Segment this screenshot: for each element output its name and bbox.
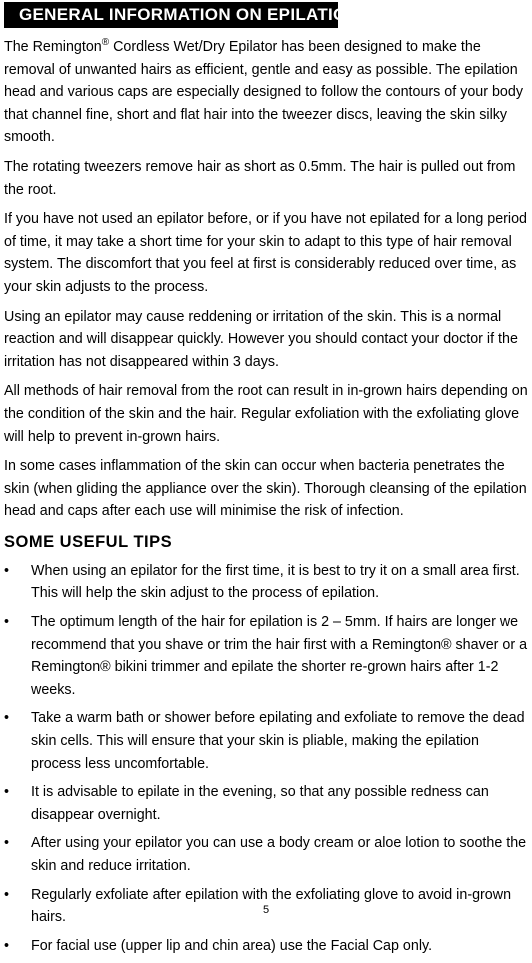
bullet: •: [4, 614, 10, 631]
intro-text-rest: Cordless Wet/Dry Epilator has been designed to make the removal of unwanted hairs as efficient, gentle and easy as possible. The epilation head and various caps are especially designed to follow the contours of your body that channel fine, short and flat hair into the tweezer discs, leaving the skin silky smooth.: [4, 39, 523, 146]
tip-text: The optimum length of the hair for epilation is 2 – 5mm. If hairs are longer we recommend that you shave or trim the hair first with a Remington® shaver or a Remington® bikini trimmer and epilate the shorter re-grown hairs after 1-2 weeks.: [31, 614, 528, 698]
bullet: •: [4, 710, 10, 727]
section-title: GENERAL INFORMATION ON EPILATION: [19, 5, 360, 24]
tip-text: Take a warm bath or shower before epilating and exfoliate to remove the dead skin cells. This will ensure that your skin is pliable, making the epilation process less uncomfortable.: [31, 710, 525, 772]
tip-item: [4, 560, 530, 605]
bullet: •: [4, 937, 10, 954]
tip-text: Regularly exfoliate after epilation with the exfoliating glove to avoid in-grown hairs.: [31, 886, 512, 926]
intro-paragraph-2: The rotating tweezers remove hair as short as 0.5mm. The hair is pulled out from the root.: [4, 158, 516, 198]
intro-paragraph-3: If you have not used an epilator before, or if you have not epilated for a long period of time, it may take a short time for your skin to adapt to this type of hair removal system. The discomfort that you feel at first is considerably reduced over time, as your skin adjusts to the process.: [4, 211, 527, 295]
tips-list: [4, 560, 530, 958]
tip-item: [4, 935, 530, 958]
intro-paragraph-5: All methods of hair removal from the root can result in in-grown hairs depending on the condition of the skin and the hair. Regular exfoliation with the exfoliating glove will help to prevent in-grown hairs.: [4, 383, 528, 445]
tip-text: When using an epilator for the first time, it is best to try it on a small area first. This will help the skin adjust to the process of epilation.: [31, 562, 520, 602]
tip-item: [4, 781, 530, 826]
bullet: •: [4, 562, 10, 579]
intro-paragraph-1: [4, 36, 530, 149]
page-content: [4, 36, 530, 963]
intro-paragraph-4: Using an epilator may cause reddening or irritation of the skin. This is a normal reaction and will disappear quickly. However you should contact your doctor if the irritation has not disappeared within 3 days.: [4, 308, 518, 370]
tip-text: After using your epilator you can use a body cream or aloe lotion to soothe the skin and reduce irritation.: [31, 835, 527, 874]
tip-text: It is advisable to epilate in the evening, so that any possible redness can disappear overnight.: [31, 784, 489, 823]
tip-item: [4, 832, 530, 877]
intro-paragraph-6: In some cases inflammation of the skin can occur when bacteria penetrates the skin (when gliding the appliance over the skin). Thorough cleansing of the epilation head and caps after each use will minimise the risk of infection.: [4, 458, 527, 520]
registered-mark: ®: [101, 37, 110, 49]
page-number: 5: [262, 904, 270, 916]
bullet: •: [4, 835, 10, 852]
tips-heading: SOME USEFUL TIPS: [4, 532, 173, 551]
tip-item: [4, 611, 530, 701]
bullet: •: [4, 784, 10, 801]
tip-text: For facial use (upper lip and chin area) use the Facial Cap only.: [31, 937, 433, 954]
bullet: •: [4, 886, 10, 903]
section-banner: [4, 2, 360, 28]
tip-item: [4, 707, 530, 775]
intro-text-start: The Remington: [4, 39, 102, 55]
